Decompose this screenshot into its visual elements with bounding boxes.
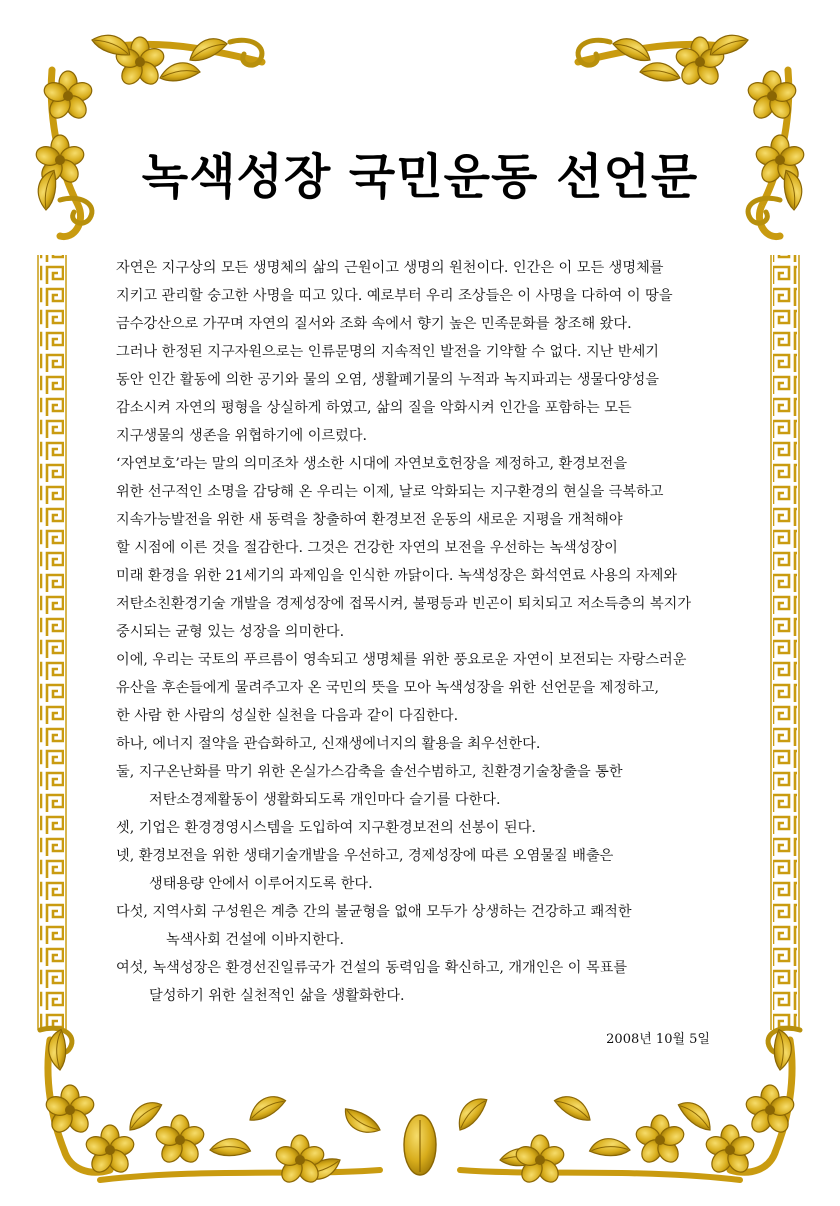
- declaration-date: 2008년 10월 5일: [606, 1032, 710, 1047]
- text-line: 위한 선구적인 소명을 감당해 온 우리는 이제, 날로 악화되는 지구환경의 현실을 극복하고: [116, 484, 664, 500]
- text-line: 지구생물의 생존을 위협하기에 이르렀다.: [116, 428, 368, 444]
- corner-ornament-bottom-left: [40, 1028, 380, 1180]
- pledge-item: 하나, 에너지 절약을 관습화하고, 신재생에너지의 활용을 최우선한다.: [116, 736, 541, 752]
- pledge-item-continuation: 저탄소경제활동이 생활화되도록 개인마다 슬기를 다한다.: [149, 792, 501, 808]
- pledge-item: 다섯, 지역사회 구성원은 계층 간의 불균형을 없애 모두가 상생하는 건강하고 쾌적한: [116, 904, 632, 920]
- text-line: ‘자연보호’라는 말의 의미조차 생소한 시대에 자연보호헌장을 제정하고, 환경보전을: [116, 456, 628, 472]
- text-line: 지키고 관리할 숭고한 사명을 띠고 있다. 예로부터 우리 조상들은 이 사명을 다하여 이 땅을: [116, 288, 673, 304]
- text-line: 그러나 한정된 지구자원으로는 인류문명의 지속적인 발전을 기약할 수 없다. 지난 반세기: [116, 344, 659, 360]
- bottom-center-ornament: [274, 1093, 566, 1186]
- text-line: 지속가능발전을 위한 새 동력을 창출하여 환경보전 운동의 새로운 지평을 개척해야: [116, 512, 623, 528]
- text-line: 이에, 우리는 국토의 푸르름이 영속되고 생명체를 위한 풍요로운 자연이 보전되는 자랑스러운: [116, 652, 687, 668]
- pledge-item: 셋, 기업은 환경경영시스템을 도입하여 지구환경보전의 선봉이 된다.: [116, 820, 536, 836]
- text-line: 미래 환경을 위한 21세기의 과제임을 인식한 까닭이다. 녹색성장은 화석연료 사용의 자제와: [116, 568, 678, 584]
- text-line: 할 시점에 이른 것을 절감한다. 그것은 건강한 자연의 보전을 우선하는 녹색성장이: [116, 540, 618, 556]
- pledge-item-continuation: 녹색사회 건설에 이바지한다.: [166, 932, 344, 948]
- text-line: 감소시켜 자연의 평형을 상실하게 하였고, 삶의 질을 악화시켜 인간을 포함하는 모든: [116, 400, 632, 416]
- pledge-item-continuation: 달성하기 위한 실천적인 삶을 생활화한다.: [149, 988, 405, 1004]
- text-line: 자연은 지구상의 모든 생명체의 삶의 근원이고 생명의 원천이다. 인간은 이 모든 생명체를: [116, 260, 664, 276]
- pledge-item: 둘, 지구온난화를 막기 위한 온실가스감축을 솔선수범하고, 친환경기술창출을 통한: [116, 764, 623, 780]
- declaration-body: [116, 254, 766, 1010]
- pledge-item: 여섯, 녹색성장은 환경선진일류국가 건설의 동력임을 확신하고, 개개인은 이 목표를: [116, 960, 628, 976]
- text-line: 중시되는 균형 있는 성장을 의미한다.: [116, 624, 345, 640]
- document-title: 녹색성장 국민운동 선언문: [141, 149, 699, 205]
- text-line: 유산을 후손들에게 물려주고자 온 국민의 뜻을 모아 녹색성장을 위한 선언문을 제정하고,: [116, 680, 659, 696]
- pledge-item: 넷, 환경보전을 위한 생태기술개발을 우선하고, 경제성장에 따른 오염물질 배출은: [116, 848, 614, 864]
- text-line: 한 사람 한 사람의 성실한 실천을 다음과 같이 다짐한다.: [116, 708, 459, 724]
- text-line: 저탄소친환경기술 개발을 경제성장에 접목시켜, 불평등과 빈곤이 퇴치되고 저소득층의 복지가: [116, 596, 692, 612]
- text-line: 동안 인간 활동에 의한 공기와 물의 오염, 생활폐기물의 누적과 녹지파괴는 생물다양성을: [116, 372, 659, 388]
- text-line: 금수강산으로 가꾸며 자연의 질서와 조화 속에서 향기 높은 민족문화를 창조해 왔다.: [116, 316, 632, 332]
- pledge-item-continuation: 생태용량 안에서 이루어지도록 한다.: [149, 876, 373, 892]
